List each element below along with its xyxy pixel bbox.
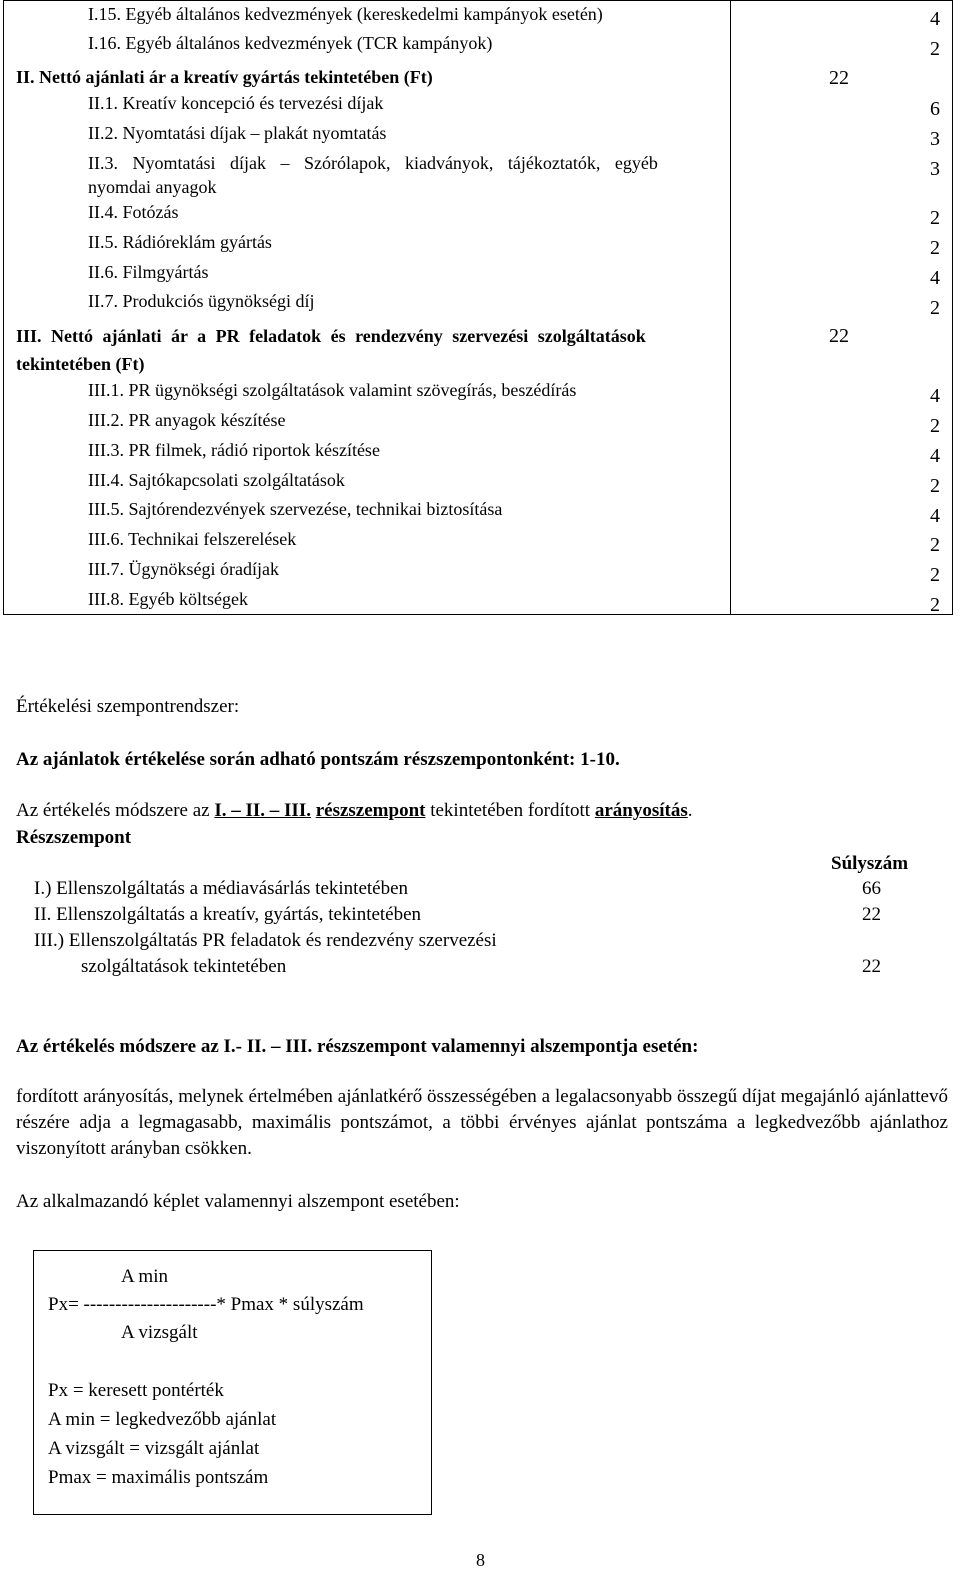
method-mid: tekintetében fordított [425, 800, 595, 821]
formula-def: A min = legkedvezőbb ajánlat [48, 1409, 277, 1430]
table-row: III.8. Egyéb költségek [88, 589, 248, 609]
sulyszam-title: Súlyszám [831, 853, 909, 874]
table-row-weight: 22 [829, 67, 849, 89]
formula-def: A vizsgált = vizsgált ajánlat [48, 1438, 260, 1459]
method-reszszempont: részszempont [315, 800, 426, 821]
table-border-right [952, 0, 953, 615]
criterion-label: II. Ellenszolgáltatás a kreatív, gyártás, tekintetében [34, 904, 422, 925]
criterion-weight: 66 [862, 878, 881, 899]
table-border-left [3, 0, 4, 615]
table-row-section: III. Nettó ajánlati ár a PR feladatok és rendezvény szervezési szolgáltatások [16, 326, 646, 346]
method-pre: Az értékelés módszere az [16, 800, 215, 821]
method-all-heading: Az értékelés módszere az I.- II. – III. részszempont valamennyi alszempontja esetén: [16, 1036, 699, 1057]
table-row-points: 3 [930, 128, 940, 150]
table-border-top [3, 0, 953, 1]
table-row-points: 4 [930, 445, 940, 467]
table-row: III.2. PR anyagok készítése [88, 410, 286, 430]
criterion-label-cont: szolgáltatások tekintetében [81, 956, 287, 977]
eval-heading: Értékelési szempontrendszer: [16, 696, 240, 717]
criterion-weight: 22 [862, 904, 881, 925]
table-row-points: 3 [930, 158, 940, 180]
table-row-weight: 22 [829, 325, 849, 347]
table-row-points: 4 [930, 267, 940, 289]
formula-intro: Az alkalmazandó képlet valamennyi alszempont esetében: [16, 1191, 460, 1212]
table-border-bottom [3, 614, 953, 615]
table-row: II.4. Fotózás [88, 202, 179, 222]
formula-main: Px= ---------------------* Pmax * súlyszám [48, 1294, 364, 1315]
table-row-points: 2 [930, 594, 940, 616]
formula-denominator: A vizsgált [121, 1322, 198, 1343]
table-row: III.1. PR ügynökségi szolgáltatások valamint szövegírás, beszédírás [88, 380, 577, 400]
table-row-points: 2 [930, 207, 940, 229]
table-row: III.7. Ügynökségi óradíjak [88, 559, 279, 579]
table-row-cont: nyomdai anyagok [88, 177, 217, 197]
table-row: II.2. Nyomtatási díjak – plakát nyomtatás [88, 123, 387, 143]
table-row-points: 2 [930, 297, 940, 319]
table-row-points: 6 [930, 98, 940, 120]
table-row-section: II. Nettó ajánlati ár a kreatív gyártás tekintetében (Ft) [16, 67, 433, 87]
table-row-points: 4 [930, 8, 940, 30]
criterion-label: I.) Ellenszolgáltatás a médiavásárlás tekintetében [34, 878, 409, 899]
table-row: I.16. Egyéb általános kedvezmények (TCR kampányok) [88, 33, 493, 53]
criterion-label: III.) Ellenszolgáltatás PR feladatok és rendezvény szervezési [34, 930, 497, 951]
table-row-points: 2 [930, 564, 940, 586]
criterion-weight: 22 [862, 956, 881, 977]
method-criteria-ref: I. – II. – III. [214, 800, 311, 821]
table-row: I.15. Egyéb általános kedvezmények (kereskedelmi kampányok esetén) [88, 4, 603, 24]
formula-def: Pmax = maximális pontszám [48, 1467, 269, 1488]
table-row: II.6. Filmgyártás [88, 262, 209, 282]
table-row: III.5. Sajtórendezvények szervezése, technikai biztosítása [88, 499, 503, 519]
table-row-points: 2 [930, 237, 940, 259]
table-row: III.3. PR filmek, rádió riportok készítése [88, 440, 380, 460]
formula-def: Px = keresett pontérték [48, 1380, 224, 1401]
table-row: II.1. Kreatív koncepció és tervezési díjak [88, 93, 384, 113]
table-row-points: 4 [930, 385, 940, 407]
method-paragraph: fordított arányosítás, melynek értelmében ajánlatkérő összességében a legalacsonyabb összegű díjat megajánló ajánlattevő részére adja a legmagasabb, maximális pontszámot, a többi érvényes ajánlat pontszáma a legkedvezőbb ajánlathoz viszonyított arányban csökken. [16, 1086, 948, 1159]
table-row: II.7. Produkciós ügynökségi díj [88, 291, 315, 311]
method-end: . [687, 800, 693, 821]
table-row-points: 2 [930, 38, 940, 60]
table-row-points: 4 [930, 505, 940, 527]
table-row-points: 2 [930, 475, 940, 497]
table-row-points: 2 [930, 415, 940, 437]
reszszempont-title: Részszempont [16, 827, 132, 848]
formula-numerator: A min [121, 1266, 168, 1287]
table-row: II.3. Nyomtatási díjak – Szórólapok, kiadványok, tájékoztatók, egyéb [88, 153, 658, 173]
table-row: III.6. Technikai felszerelések [88, 529, 297, 549]
method-aranyositas: arányosítás [594, 800, 688, 821]
table-divider [730, 0, 731, 615]
table-row: III.4. Sajtókapcsolati szolgáltatások [88, 470, 345, 490]
table-row: II.5. Rádióreklám gyártás [88, 232, 272, 252]
page-number: 8 [476, 1550, 485, 1570]
method-line [16, 800, 693, 822]
table-row-points: 2 [930, 534, 940, 556]
score-range: Az ajánlatok értékelése során adható pontszám részszempontonként: 1-10. [16, 749, 620, 770]
table-row-cont: tekintetében (Ft) [16, 354, 145, 374]
